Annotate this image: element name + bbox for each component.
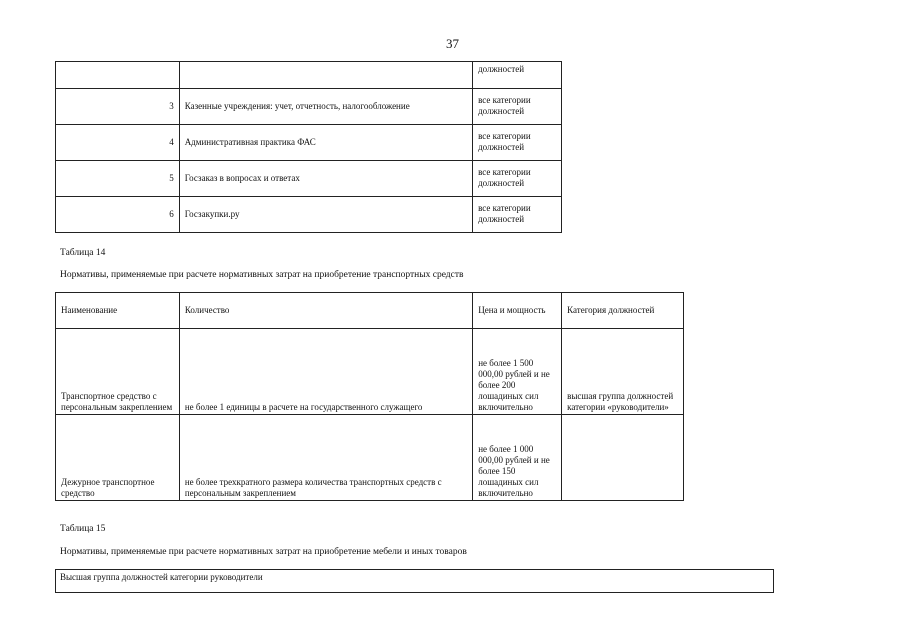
table15-label: Таблица 15 [60,524,106,534]
vehicle-quantity: не более трехкратного размера количества транспортных средств с персональным закреплением [179,415,472,501]
vehicle-category [562,415,684,501]
vehicle-name: Транспортное средство с персональным закреплением [56,329,180,415]
row-number: 4 [56,125,180,161]
table-row [56,415,684,501]
category-cell: все категории должностей [473,161,562,197]
header-quantity: Количество [179,293,472,329]
publication-name [179,62,472,89]
vehicle-quantity: не более 1 единицы в расчете на государственного служащего [179,329,472,415]
transport-table [55,292,684,501]
furniture-table-header [55,569,774,593]
header-category: Категория должностей [562,293,684,329]
table-row [56,197,562,233]
row-number: 5 [56,161,180,197]
row-number: 3 [56,89,180,125]
vehicle-price: не более 1 000 000,00 рублей и не более 150 лошадиных сил включительно [473,415,562,501]
vehicle-category: высшая группа должностей категории «руководители» [562,329,684,415]
table-row [56,329,684,415]
periodicals-table [55,61,562,233]
furniture-table-header-text: Высшая группа должностей категории руководители [60,572,263,582]
publication-name: Административная практика ФАС [179,125,472,161]
row-number: 6 [56,197,180,233]
vehicle-name: Дежурное транспортное средство [56,415,180,501]
header-name: Наименование [56,293,180,329]
category-cell: все категории должностей [473,89,562,125]
table14-label: Таблица 14 [60,248,106,258]
table-row [56,89,562,125]
row-number [56,62,180,89]
table15-caption: Нормативы, применяемые при расчете нормативных затрат на приобретение мебели и иных товаров [60,547,467,557]
publication-name: Госзакупки.ру [179,197,472,233]
table14-caption: Нормативы, применяемые при расчете нормативных затрат на приобретение транспортных средств [60,270,464,280]
category-cell: должностей [473,62,562,89]
category-cell: все категории должностей [473,125,562,161]
header-price: Цена и мощность [473,293,562,329]
table-header-row [56,293,684,329]
table-row [56,62,562,89]
table-row [56,161,562,197]
publication-name: Госзаказ в вопросах и ответах [179,161,472,197]
vehicle-price: не более 1 500 000,00 рублей и не более 200 лошадиных сил включительно [473,329,562,415]
page-number: 37 [446,36,459,51]
category-cell: все категории должностей [473,197,562,233]
publication-name: Казенные учреждения: учет, отчетность, налогообложение [179,89,472,125]
table-row [56,125,562,161]
